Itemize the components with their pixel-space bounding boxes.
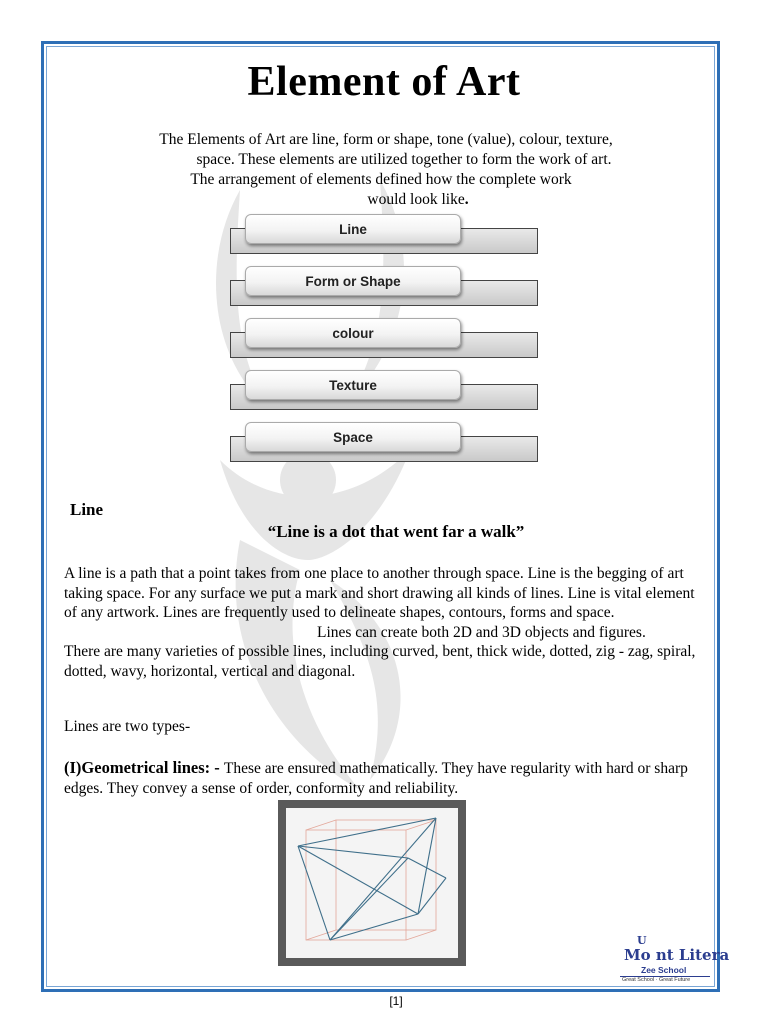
page-title: Element of Art (247, 59, 521, 105)
logo-name: Mo nt Litera (624, 946, 730, 964)
diagram-row-colour (230, 318, 540, 368)
diagram-pill-colour: colour (245, 318, 461, 348)
geometrical-lines-paragraph (64, 758, 709, 798)
geometrical-lines-lead: (I)Geometrical lines: - (64, 758, 224, 777)
intro-paragraph (96, 130, 676, 210)
intro-line-4: would look like (367, 191, 465, 208)
diagram-row-form-or-shape (230, 266, 540, 316)
diagram-pill-form-or-shape: Form or Shape (245, 266, 461, 296)
logo-subtitle: Zee School (641, 965, 687, 975)
diagram-pill-texture: Texture (245, 370, 461, 400)
line-quote: “Line is a dot that went far a walk” (267, 522, 525, 541)
diagram-row-line (230, 214, 540, 264)
section-heading-line: Line (70, 500, 104, 519)
line-paragraph-1: A line is a path that a point takes from one place to another through space. Line is the begging of art taking space. For any surface we put a mark and short drawing all kinds of lines. Line is vital element of any artwork. Lines are frequently used to delineate shapes, contours, forms and space. (64, 565, 695, 621)
line-paragraph-2b: There are many varieties of possible lines, including curved, bent, thick wide, dotted, zig - zag, spiral, dotted, wavy, horizontal, vertical and diagonal. (64, 643, 696, 680)
intro-line-3: The arrangement of elements defined how the complete work (190, 171, 572, 188)
logo-tagline: Great School · Great Future (622, 977, 691, 983)
geometric-lines-drawing (286, 808, 458, 958)
diagram-row-texture (230, 370, 540, 420)
diagram-pill-line: Line (245, 214, 461, 244)
geometrical-lines-text: These are ensured mathematically. They have regularity with hard or sharp edges. They convey a sense of order, conformity and reliability. (64, 760, 688, 797)
logo-u: U (637, 934, 647, 947)
diagram-pill-space: Space (245, 422, 461, 452)
diagram-row-space (230, 422, 540, 472)
page-number: [1] (389, 994, 403, 1008)
intro-period: . (464, 191, 469, 208)
school-logo (614, 934, 730, 988)
line-paragraph (64, 564, 709, 681)
line-paragraph-2a: Lines can create both 2D and 3D objects and figures. (317, 623, 646, 641)
intro-line-2: space. These elements are utilized together to form the work of art. (196, 151, 612, 168)
line-types-intro: Lines are two types- (64, 718, 191, 735)
geometric-lines-illustration (278, 800, 466, 966)
intro-line-1: The Elements of Art are line, form or shape, tone (value), colour, texture, (159, 131, 613, 148)
